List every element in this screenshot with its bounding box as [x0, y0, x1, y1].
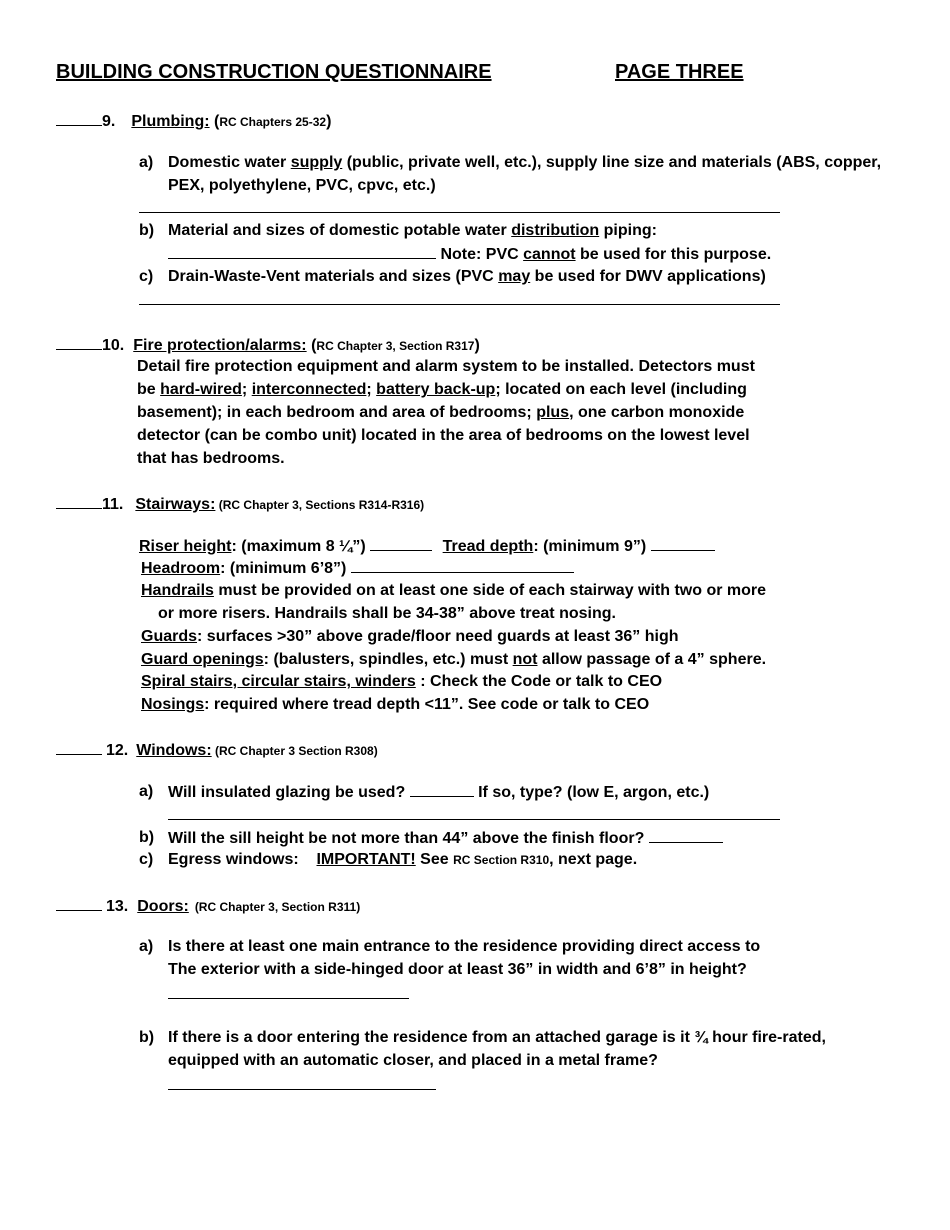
item-13a-answer-line[interactable] — [168, 998, 409, 999]
section-10-body-line5: that has bedrooms. — [137, 450, 285, 467]
item-9b-answer-row: Note: PVC cannot be used for this purpose. — [168, 244, 771, 265]
item-9a-label: a) — [139, 154, 154, 171]
section-13-heading: 13. Doors: (RC Chapter 3, Section R311) — [56, 896, 360, 917]
item-12a-text: Will insulated glazing be used? If so, type? (low E, argon, etc.) — [168, 784, 710, 801]
handrails-line2: or more risers. Handrails shall be 34-38” above treat nosing. — [158, 605, 616, 622]
item-13b-text-line2: equipped with an automatic closer, and placed in a metal frame? — [168, 1052, 658, 1069]
page-title: BUILDING CONSTRUCTION QUESTIONNAIRE — [56, 61, 492, 83]
headroom-row: Headroom: (minimum 6’8”) — [141, 558, 574, 579]
item-12a-label: a) — [139, 783, 154, 800]
item-12b-text: Will the sill height be not more than 44” above the finish floor? — [168, 828, 723, 849]
section-9-heading: 9. Plumbing: (RC Chapters 25-32) — [56, 111, 331, 132]
item-9c-text: Drain-Waste-Vent materials and sizes (PVC may be used for DWV applications) — [168, 268, 766, 285]
headroom-blank[interactable] — [351, 558, 574, 573]
section-10-checkbox-blank[interactable] — [56, 335, 102, 350]
guards-line: Guards: surfaces >30” above grade/floor need guards at least 36” high — [141, 628, 679, 645]
sill-height-blank[interactable] — [649, 828, 723, 843]
item-13a-text-line2: The exterior with a side-hinged door at least 36” in width and 6’8” in height? — [168, 961, 747, 978]
guard-openings-line: Guard openings: (balusters, spindles, etc.) must not allow passage of a 4” sphere. — [141, 651, 767, 668]
section-10-heading: 10. Fire protection/alarms: (RC Chapter 3, Section R317) — [56, 335, 480, 356]
item-12b-label: b) — [139, 829, 155, 846]
section-11-checkbox-blank[interactable] — [56, 494, 102, 509]
section-10-body-line3: basement); in each bedroom and area of bedrooms; plus, one carbon monoxide — [137, 404, 745, 421]
item-9a-answer-line[interactable] — [139, 212, 780, 213]
section-12-heading: 12. Windows: (RC Chapter 3 Section R308) — [56, 740, 378, 761]
section-12-checkbox-blank[interactable] — [56, 740, 102, 755]
item-13b-text-line1: If there is a door entering the residence from an attached garage is it ¾ hour fire-rated, — [168, 1029, 826, 1046]
item-13a-text-line1: Is there at least one main entrance to the residence providing direct access to — [168, 938, 761, 955]
spiral-stairs-line: Spiral stairs, circular stairs, winders : Check the Code or talk to CEO — [141, 673, 663, 690]
section-10-body-line1: Detail fire protection equipment and alarm system to be installed. Detectors must — [137, 358, 755, 375]
item-9b-answer-blank[interactable] — [168, 244, 436, 259]
tread-depth-blank[interactable] — [651, 536, 715, 551]
item-9c-label: c) — [139, 268, 154, 285]
insulated-glazing-blank[interactable] — [410, 782, 474, 797]
item-9b-label: b) — [139, 222, 155, 239]
item-12a-answer-line[interactable] — [168, 819, 780, 820]
handrails-line1: Handrails must be provided on at least one side of each stairway with two or more — [141, 582, 767, 599]
item-13b-label: b) — [139, 1029, 155, 1046]
item-12c-label: c) — [139, 851, 154, 868]
item-9c-answer-line[interactable] — [139, 304, 780, 305]
item-12c-text: Egress windows: IMPORTANT! See RC Section R310, next page. — [168, 851, 638, 868]
section-9-checkbox-blank[interactable] — [56, 111, 102, 126]
riser-tread-row: Riser height: (maximum 8 ¼”) Tread depth: (minimum 9”) — [139, 536, 715, 557]
section-11-heading: 11. Stairways: (RC Chapter 3, Sections R314-R316) — [56, 494, 424, 515]
section-13-checkbox-blank[interactable] — [56, 896, 102, 911]
item-13a-label: a) — [139, 938, 154, 955]
section-10-body-line4: detector (can be combo unit) located in the area of bedrooms on the lowest level — [137, 427, 750, 444]
riser-height-blank[interactable] — [370, 536, 432, 551]
nosings-line: Nosings: required where tread depth <11”. See code or talk to CEO — [141, 696, 650, 713]
item-9b-text: Material and sizes of domestic potable water distribution piping: — [168, 222, 657, 239]
section-10-body-line2: be hard-wired; interconnected; battery back-up; located on each level (including — [137, 381, 747, 398]
page-number-label: PAGE THREE — [615, 61, 744, 83]
item-9a-text: Domestic water supply (public, private well, etc.), supply line size and materials (ABS, copper, — [168, 154, 882, 171]
item-9a-text-line2: PEX, polyethylene, PVC, cpvc, etc.) — [168, 177, 436, 194]
item-13b-answer-line[interactable] — [168, 1089, 436, 1090]
